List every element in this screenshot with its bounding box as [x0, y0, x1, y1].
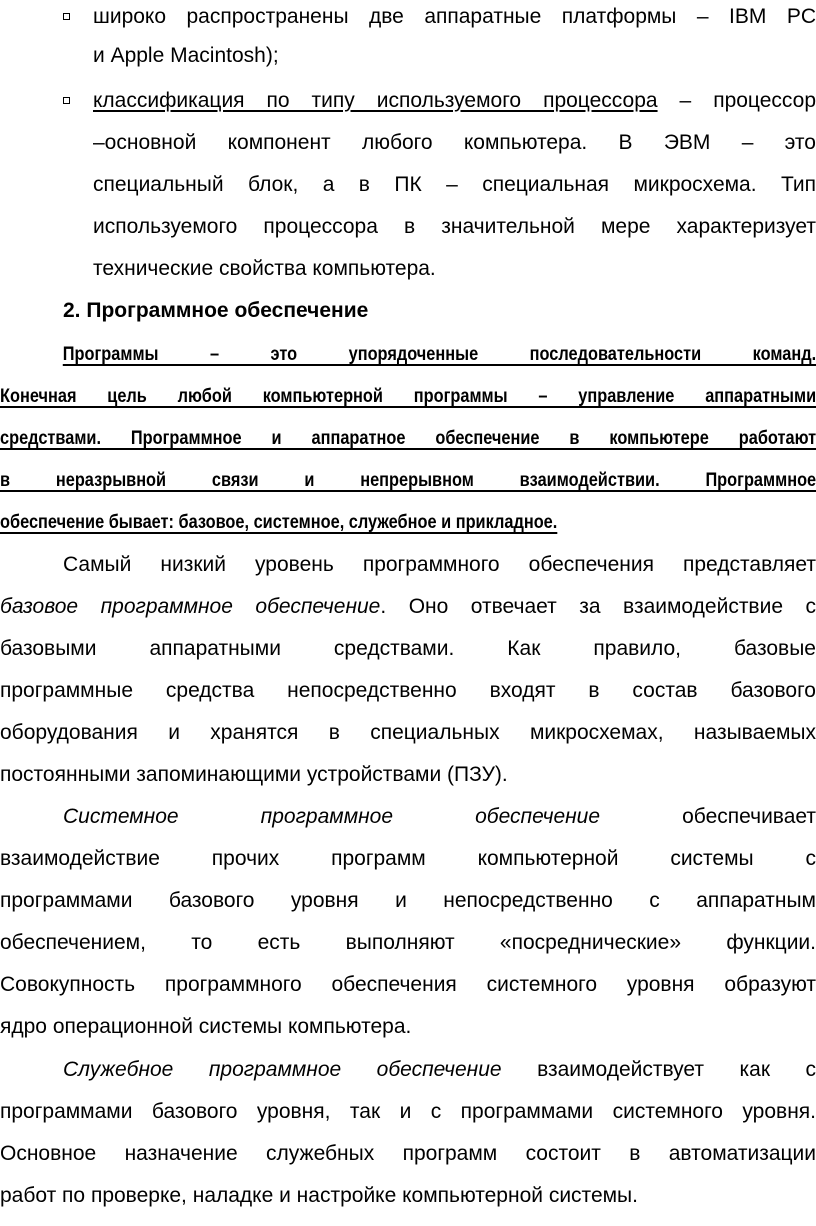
base-para-line-2 [0, 586, 816, 628]
system-para-line-1-rest: обеспечивает [600, 805, 816, 828]
service-para-line-1 [0, 1049, 816, 1091]
bold-para-row [0, 417, 816, 459]
service-para-line-2: программами базового уровня, так и с программами системного уровня. [0, 1100, 816, 1123]
system-para-line-3: программами базового уровня и непосредственно с аппаратным [0, 889, 816, 912]
bullet-2-line-1-rest: – процессор [657, 89, 816, 112]
service-para-line-1-rest: взаимодействует как с [501, 1058, 816, 1081]
system-para-line-2: взаимодействие прочих программ компьютерной системы с [0, 847, 816, 870]
bullet-2-line-4: используемого процессора в значительной мере характеризует [93, 215, 816, 238]
bullet-2-line-1 [93, 80, 816, 122]
service-para-line-4: работ по проверке, наладке и настройке компьютерной системы. [0, 1184, 638, 1207]
service-para-line-3: Основное назначение служебных программ состоит в автоматизации [0, 1142, 816, 1165]
section-heading: 2. Программное обеспечение [63, 299, 369, 322]
term-system-software: Системное программное обеспечение [63, 805, 601, 828]
bold-para-line-4: в неразрывной связи и непрерывном взаимодействии. Программное [0, 470, 816, 491]
base-para-line-5: оборудования и хранятся в специальных микросхемах, называемых [0, 721, 816, 744]
base-para-line-6: постоянными запоминающими устройствами (ПЗУ). [0, 763, 508, 786]
bullet-2-line-5: технические свойства компьютера. [93, 257, 436, 280]
bold-para-row [0, 501, 816, 543]
bold-para-row [0, 375, 816, 417]
base-para-line-1: Самый низкий уровень программного обеспечения представляет [63, 553, 816, 576]
term-base-software: базовое программное обеспечение [0, 595, 381, 618]
system-para-line-5: Совокупность программного обеспечения системного уровня образуют [0, 973, 816, 996]
bold-para-line-5: обеспечение бывает: базовое, системное, служебное и прикладное. [0, 512, 558, 533]
bold-para-line-1: Программы – это упорядоченные последовательности команд. [62, 344, 816, 365]
bullet-1-line-2: и Apple Macintosh); [93, 44, 279, 67]
underlined-term: классификация по типу используемого процессора [93, 89, 658, 112]
bullet-2-line-3: специальный блок, а в ПК – специальная микросхема. Тип [93, 173, 816, 196]
base-para-line-2-rest: . Оно отвечает за взаимодействие с [380, 595, 816, 618]
bullet-2-line-2: –основной компонент любого компьютера. В ЭВМ – это [93, 131, 816, 154]
bold-para-line-2: Конечная цель любой компьютерной программы – управление аппаратными [0, 386, 816, 407]
bold-para-line-3: средствами. Программное и аппаратное обеспечение в компьютере работают [0, 428, 816, 449]
bullet-marker [63, 13, 70, 20]
term-service-software: Служебное программное обеспечение [63, 1058, 502, 1081]
system-para-line-6: ядро операционной системы компьютера. [0, 1015, 412, 1038]
base-para-line-4: программные средства непосредственно входят в состав базового [0, 679, 816, 702]
bold-para-row [0, 333, 816, 375]
base-para-line-3: базовыми аппаратными средствами. Как правило, базовые [0, 637, 816, 660]
system-para-line-4: обеспечением, то есть выполняют «посреднические» функции. [0, 931, 816, 954]
bold-para-row [0, 459, 816, 501]
bullet-1-line-1: широко распространены две аппаратные платформы – IBM PC [93, 5, 816, 28]
system-para-line-1 [0, 796, 816, 838]
bullet-marker [63, 97, 70, 104]
